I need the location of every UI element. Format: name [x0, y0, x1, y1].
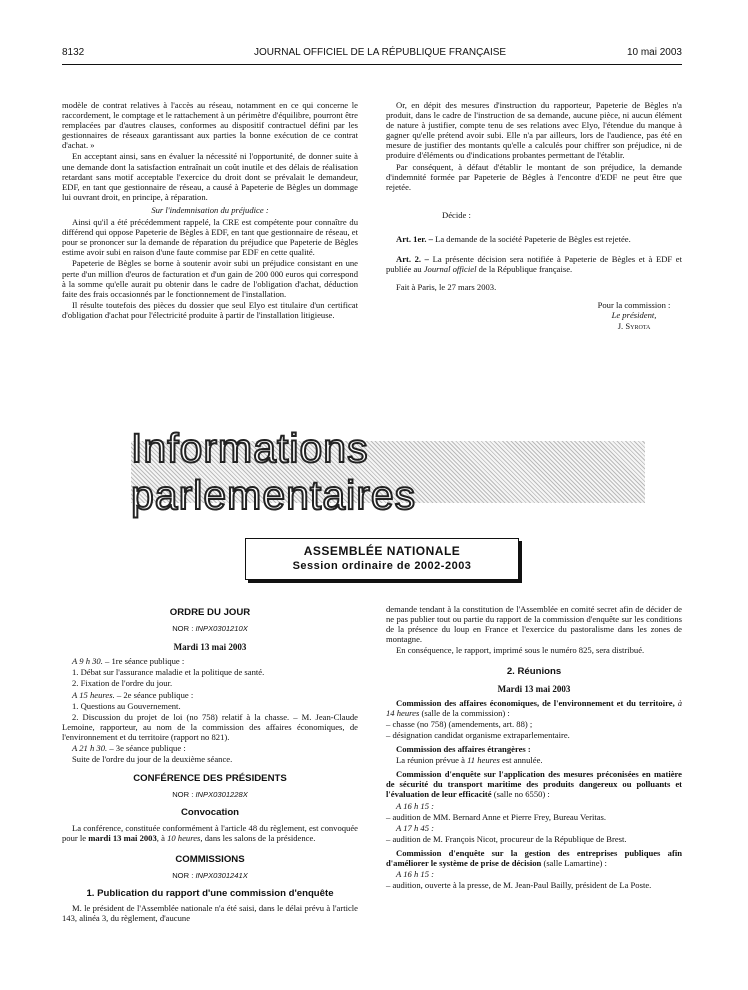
fait-a-paris: Fait à Paris, le 27 mars 2003.: [396, 282, 497, 293]
header-rule: [62, 64, 682, 65]
conference-title: CONFÉRENCE DES PRÉSIDENTS: [133, 773, 287, 785]
article-2-label: Art. 2. –: [396, 254, 429, 265]
page-number: 8132: [62, 47, 85, 58]
commission-name: Commission d'enquête sur la gestion des entreprises publiques afin d'améliorer le système de prise de décision: [386, 847, 682, 868]
subheading: Sur l'indemnisation du préjudice :: [151, 204, 269, 215]
paragraph: En acceptant ainsi, sans en évaluer la nécessité ni l'opportunité, de donner suite à une demande dont la satisfaction entraînait un coût inutile et des délais de réalisation retardant sans motif acceptable l'exercice du droit dont se prévalait le demandeur, EDF, en tant que gestionnaire de réseau, a causé à Papeterie de Bègles un dommage lui ouvrant droit, en principe, à réparation.: [62, 151, 358, 202]
commission-3: [386, 769, 682, 799]
commission-time: à 14 heures: [386, 697, 683, 718]
top-right-column: [386, 100, 682, 331]
time-slot: A 17 h 45 :: [396, 822, 435, 833]
seance-time: A 15 heures.: [72, 689, 115, 700]
commission-room: (salle Lamartine) :: [543, 857, 607, 868]
seance-1: [62, 656, 358, 666]
list-item: – audition de M. François Nicot, procureur de la République de Brest.: [386, 833, 627, 844]
nor-commissions: [62, 871, 358, 881]
convocation-text: [62, 823, 358, 843]
article-1: [386, 234, 682, 244]
seance-label: – 1re séance publique :: [105, 656, 185, 667]
text: La conférence, constituée conformément à l'article 48 du règlement, est convoquée pour le: [62, 822, 358, 843]
commissions-title: COMMISSIONS: [175, 853, 245, 865]
reunions-title: 2. Réunions: [506, 666, 562, 678]
top-left-column: [62, 100, 358, 321]
banner-title: Informations parlementaires: [131, 425, 417, 518]
decide-label: Décide :: [442, 209, 471, 220]
commission-room: (salle de la commission) :: [421, 707, 510, 718]
text-italic: 10 heures: [167, 832, 201, 843]
publication-text: M. le président de l'Assemblée nationale n'a été saisi, dans le délai prévu à l'article 143, alinéa 3, du règlement, d'aucune: [62, 902, 358, 924]
paragraph: En conséquence, le rapport, imprimé sous le numéro 825, sera distribué.: [396, 645, 645, 656]
article-2-text: La présente décision sera notifiée à Papeterie de Bègles et à EDF et publiée au: [386, 254, 682, 275]
article-2-journal: Journal officiel: [423, 264, 477, 275]
commission-1: [386, 698, 682, 718]
paragraph: demande tendant à la constitution de l'Assemblée en comité secret afin de décider de ne pas publier tout ou partie du rapport de la commission d'enquête sur les conditions de la présence du loup en France et l'exercice du pastoralisme dans les zones de montagne.: [386, 604, 682, 645]
session-subtitle: Session ordinaire de 2002-2003: [292, 560, 472, 572]
text: , dans les salons de la présidence.: [200, 832, 316, 843]
assemblee-box: [245, 538, 519, 580]
commission-name: Commission d'enquête sur l'application des mesures préconisées en matière de sécurité du transport maritime des produits dangereux ou polluants et l'évaluation de leur efficacité: [386, 769, 682, 800]
agenda-item: 1. Questions au Gouvernement.: [72, 700, 181, 711]
nor-prefix: NOR :: [172, 624, 194, 634]
time-slot: A 16 h 15 :: [396, 869, 435, 880]
signature-line-2: Le président,: [611, 310, 657, 321]
commission-name: Commission des affaires économiques, de l'environnement et du territoire,: [396, 697, 675, 708]
signature-line-1: Pour la commission :: [597, 300, 671, 311]
list-item: – chasse (no 758) (amendements, art. 88) ;: [386, 718, 533, 729]
ordre-date: Mardi 13 mai 2003: [173, 642, 247, 653]
nor-prefix: NOR :: [172, 790, 194, 800]
nor-conference: [62, 790, 358, 800]
ordre-du-jour-title: ORDRE DU JOUR: [169, 607, 251, 618]
section-banner: [131, 425, 645, 518]
text-bold: mardi 13 mai 2003: [88, 832, 157, 843]
commission-2-name: Commission des affaires étrangères :: [396, 744, 531, 755]
nor-code: INPX0301210X: [195, 624, 248, 634]
seance-label: – 3e séance publique :: [109, 743, 186, 754]
agenda-item: 1. Débat sur l'assurance maladie et la politique de santé.: [72, 667, 265, 678]
commission-2-text: [386, 755, 682, 765]
reunions-date: Mardi 13 mai 2003: [497, 683, 571, 694]
article-1-text: La demande de la société Papeterie de Bègles est rejetée.: [435, 233, 631, 244]
seance-time: A 21 h 30.: [72, 743, 108, 754]
paragraph: Il résulte toutefois des pièces du dossier que seul Elyo est titulaire d'un certificat d'obligation d'achat pour l'électricité produite à partir de l'installation litigieuse.: [62, 299, 358, 320]
text-italic: 11 heures: [467, 755, 500, 766]
seance-time: A 9 h 30.: [72, 656, 103, 667]
paragraph: Ainsi qu'il a été précédemment rappelé, la CRE est compétente pour connaître du différend qui oppose Papeterie de Bègles à EDF, en tant que gestionnaire de réseau, et pour se prononcer sur la demande de réparation du préjudice que Papeterie de Bègles estime avoir subi en raison d'une faute commise par EDF en cette qualité.: [62, 217, 358, 258]
nor-code: INPX0301241X: [195, 870, 248, 880]
commission-room: (salle no 6550) :: [493, 789, 550, 800]
list-item: – audition de MM. Bernard Anne et Pierre Frey, Bureau Veritas.: [386, 811, 607, 822]
convocation-title: Convocation: [180, 807, 240, 819]
seance-2: [62, 690, 358, 700]
article-2-text-end: de la République française.: [478, 264, 573, 275]
agenda-item: 2. Discussion du projet de loi (no 758) relatif à la chasse. – M. Jean-Claude Lemoine, rapporteur, au nom de la commission des affaires économiques, de l'environnement et du territoire (rapport no 821).: [62, 711, 358, 742]
nor-prefix: NOR :: [172, 870, 194, 880]
header-date: 10 mai 2003: [626, 47, 682, 58]
agenda-item: 2. Fixation de l'ordre du jour.: [72, 678, 173, 689]
paragraph: Papeterie de Bègles se borne à soutenir avoir subi un préjudice consistant en une perte d'un million d'euros de facturation et d'un gain de 200 000 euros qui correspond à la somme qu'elle aurait pu obtenir dans le cadre de l'obligation d'achat, déduction faite des frais occasionnés par le fonctionnement de l'installation.: [62, 258, 358, 299]
bottom-left-column: [62, 604, 358, 924]
assemblee-title: ASSEMBLÉE NATIONALE: [303, 544, 461, 558]
article-1-label: Art. 1er. –: [396, 233, 433, 244]
seance-3: [62, 743, 358, 753]
text: , à: [156, 832, 165, 843]
commission-4: [386, 848, 682, 868]
signature-block: [386, 300, 682, 330]
signature-name: J. Syrota: [617, 320, 651, 331]
text: est annulée.: [501, 755, 543, 766]
article-2: [386, 254, 682, 274]
nor-code: INPX0301228X: [195, 790, 248, 800]
list-item: – audition, ouverte à la presse, de M. Jean-Paul Bailly, président de La Poste.: [386, 880, 652, 891]
seance-label: – 2e séance publique :: [116, 689, 194, 700]
agenda-item: Suite de l'ordre du jour de la deuxième séance.: [72, 754, 233, 765]
paragraph: modèle de contrat relatives à l'accès au réseau, notamment en ce qui concerne le raccordement, le comptage et le rattachement à un périmètre d'équilibre, pourront être remplacées par d'autres clauses, conformes au dispositif contractuel défini par les gestionnaires de réseaux garantissant aux parties la bonne exécution de ce contrat d'achat. »: [62, 100, 358, 151]
page-header: [62, 47, 682, 61]
journal-title: JOURNAL OFFICIEL DE LA RÉPUBLIQUE FRANÇAISE: [254, 47, 507, 58]
nor-ordre: [62, 624, 358, 634]
text: La réunion prévue à: [396, 755, 465, 766]
time-slot: A 16 h 15 :: [396, 800, 435, 811]
paragraph: Or, en dépit des mesures d'instruction du rapporteur, Papeterie de Bègles n'a produit, dans le cadre de l'instruction de sa demande, aucune pièce, ni aucun élément de nature à justifier, compte tenu de ses relations avec Elyo, l'étendue du manque à gagner qu'elle prétend avoir subi. Elle n'a par ailleurs, lors de l'audience, pas été en mesure de justifier des montants qu'elle a calculés pour chiffrer son préjudice, ni de produire d'éléments ou d'indications probantes permettant de l'établir.: [386, 100, 682, 161]
paragraph: Par conséquent, à défaut d'établir le montant de son préjudice, la demande d'indemnité formée par Papeterie de Bègles à l'encontre d'EDF ne peut être que rejetée.: [386, 161, 682, 192]
publication-title: 1. Publication du rapport d'une commission d'enquête: [86, 887, 334, 899]
bottom-right-column: [386, 604, 682, 891]
list-item: – désignation candidat organisme extraparlementaire.: [386, 729, 570, 740]
